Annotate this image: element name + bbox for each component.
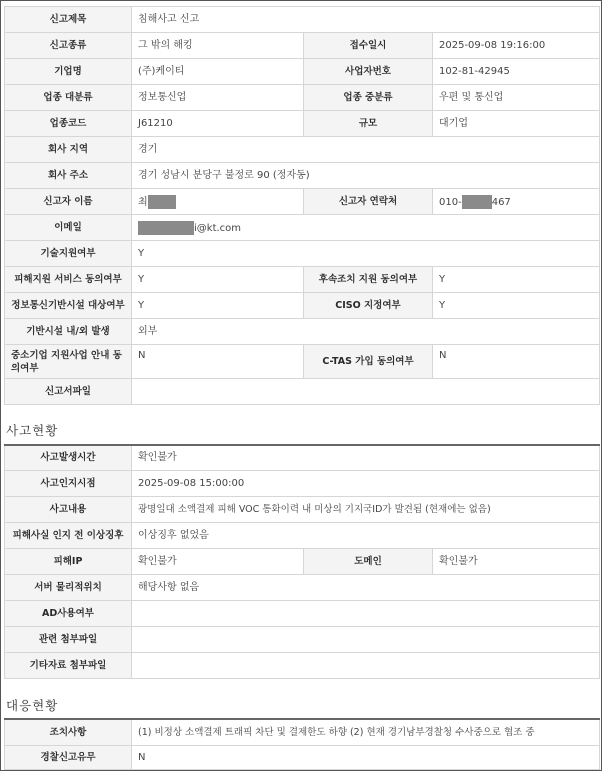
value-sme-support: N — [132, 345, 304, 379]
row-ad-usage — [5, 600, 600, 626]
value-action: (1) 비정상 소액결제 트래픽 차단 및 결제한도 하향 (2) 현재 경기남부경찰청 수사중으로 협조 중 — [132, 719, 600, 745]
reporter-name-prefix: 최 — [138, 196, 148, 208]
row-victim-service — [5, 267, 600, 293]
incident-table — [4, 444, 600, 679]
row-region — [5, 137, 600, 163]
row-ip-domain — [5, 548, 600, 574]
row-address — [5, 163, 600, 189]
label-report-file: 신고서파일 — [5, 379, 132, 405]
label-tech-support: 기술지원여부 — [5, 241, 132, 267]
value-symptom: 이상징후 없었음 — [132, 522, 600, 548]
label-industry-major: 업종 대분류 — [5, 85, 132, 111]
value-content: 광명일대 소액결제 피해 VOC 통화이력 내 미상의 기지국ID가 발견됨 (현재에는 없음) — [132, 496, 600, 522]
label-victim-ip: 피해IP — [5, 548, 132, 574]
label-email: 이메일 — [5, 215, 132, 241]
row-attachments — [5, 626, 600, 652]
value-server-location: 해당사항 없음 — [132, 574, 600, 600]
value-scale: 대기업 — [433, 111, 600, 137]
label-industry-mid: 업종 중분류 — [304, 85, 433, 111]
row-type — [5, 33, 600, 59]
value-address: 경기 성남시 분당구 불정로 90 (정자동) — [132, 163, 600, 189]
value-victim-ip: 확인불가 — [132, 548, 304, 574]
label-infra-target: 정보통신기반시설 대상여부 — [5, 293, 132, 319]
phone-prefix: 010- — [439, 196, 462, 208]
label-sme-support: 중소기업 지원사업 안내 동의여부 — [5, 345, 132, 379]
row-other-files — [5, 652, 600, 678]
value-recognized: 2025-09-08 15:00:00 — [132, 470, 600, 496]
value-occurred: 확인불가 — [132, 445, 600, 470]
label-content: 사고내용 — [5, 496, 132, 522]
label-ad-usage: AD사용여부 — [5, 600, 132, 626]
value-report-file — [132, 379, 600, 405]
value-industry-major: 정보통신업 — [132, 85, 304, 111]
label-scale: 규모 — [304, 111, 433, 137]
label-industry-code: 업종코드 — [5, 111, 132, 137]
value-reporter-phone — [433, 189, 600, 215]
value-ctas: N — [433, 345, 600, 379]
value-other-files — [132, 652, 600, 678]
row-reporter — [5, 189, 600, 215]
row-email — [5, 215, 600, 241]
label-biz-no: 사업자번호 — [304, 59, 433, 85]
value-email — [132, 215, 600, 241]
row-action — [5, 719, 600, 745]
row-code — [5, 111, 600, 137]
label-report-title: 신고제목 — [5, 7, 132, 33]
row-sme — [5, 345, 600, 379]
value-attachments — [132, 626, 600, 652]
report-info-table — [4, 6, 600, 405]
label-attachments: 관련 첨부파일 — [5, 626, 132, 652]
value-report-type: 그 밖의 해킹 — [132, 33, 304, 59]
row-infra-target — [5, 293, 600, 319]
row-tech-support — [5, 241, 600, 267]
label-followup-support: 후속조치 지원 동의여부 — [304, 267, 433, 293]
row-police — [5, 745, 600, 769]
value-industry-code: J61210 — [132, 111, 304, 137]
label-symptom: 피해사실 인지 전 이상징후 — [5, 522, 132, 548]
label-recognized: 사고인지시점 — [5, 470, 132, 496]
value-followup-support: Y — [433, 267, 600, 293]
value-tech-support: Y — [132, 241, 600, 267]
redaction-box — [138, 221, 194, 235]
label-police: 경찰신고유무 — [5, 745, 132, 769]
label-company: 기업명 — [5, 59, 132, 85]
row-recognized — [5, 470, 600, 496]
value-domain: 확인불가 — [433, 548, 600, 574]
label-ciso: CISO 지정여부 — [304, 293, 433, 319]
section-title-incident: 사고현황 — [6, 423, 59, 438]
label-occurred: 사고발생시간 — [5, 445, 132, 470]
label-ctas: C-TAS 가입 동의여부 — [304, 345, 433, 379]
row-occurred — [5, 445, 600, 470]
value-report-title: 침해사고 신고 — [132, 7, 600, 33]
label-infra-inout: 기반시설 내/외 발생 — [5, 319, 132, 345]
row-company — [5, 59, 600, 85]
value-infra-target: Y — [132, 293, 304, 319]
row-content — [5, 496, 600, 522]
row-symptom — [5, 522, 600, 548]
label-received: 접수일시 — [304, 33, 433, 59]
value-infra-inout: 외부 — [132, 319, 600, 345]
label-other-files: 기타자료 첨부파일 — [5, 652, 132, 678]
redaction-box — [462, 195, 492, 209]
phone-suffix: 467 — [491, 196, 511, 208]
label-reporter-phone: 신고자 연락처 — [304, 189, 433, 215]
row-industry — [5, 85, 600, 111]
value-ad-usage — [132, 600, 600, 626]
email-suffix: i@kt.com — [194, 222, 242, 234]
row-infra-inout — [5, 319, 600, 345]
redaction-box — [148, 195, 176, 209]
label-address: 회사 주소 — [5, 163, 132, 189]
label-domain: 도메인 — [304, 548, 433, 574]
row-report-file — [5, 379, 600, 405]
label-reporter-name: 신고자 이름 — [5, 189, 132, 215]
value-received: 2025-09-08 19:16:00 — [433, 33, 600, 59]
label-region: 회사 지역 — [5, 137, 132, 163]
label-report-type: 신고종류 — [5, 33, 132, 59]
value-ciso: Y — [433, 293, 600, 319]
section-title-response: 대응현황 — [6, 698, 59, 713]
value-victim-service: Y — [132, 267, 304, 293]
value-company: (주)케이티 — [132, 59, 304, 85]
value-region: 경기 — [132, 137, 600, 163]
row-title — [5, 7, 600, 33]
label-victim-service: 피해지원 서비스 동의여부 — [5, 267, 132, 293]
label-server-location: 서버 물리적위치 — [5, 574, 132, 600]
response-table — [4, 718, 600, 770]
value-industry-mid: 우편 및 통신업 — [433, 85, 600, 111]
value-biz-no: 102-81-42945 — [433, 59, 600, 85]
value-police: N — [132, 745, 600, 769]
value-reporter-name — [132, 189, 304, 215]
row-server-location — [5, 574, 600, 600]
label-action: 조치사항 — [5, 719, 132, 745]
